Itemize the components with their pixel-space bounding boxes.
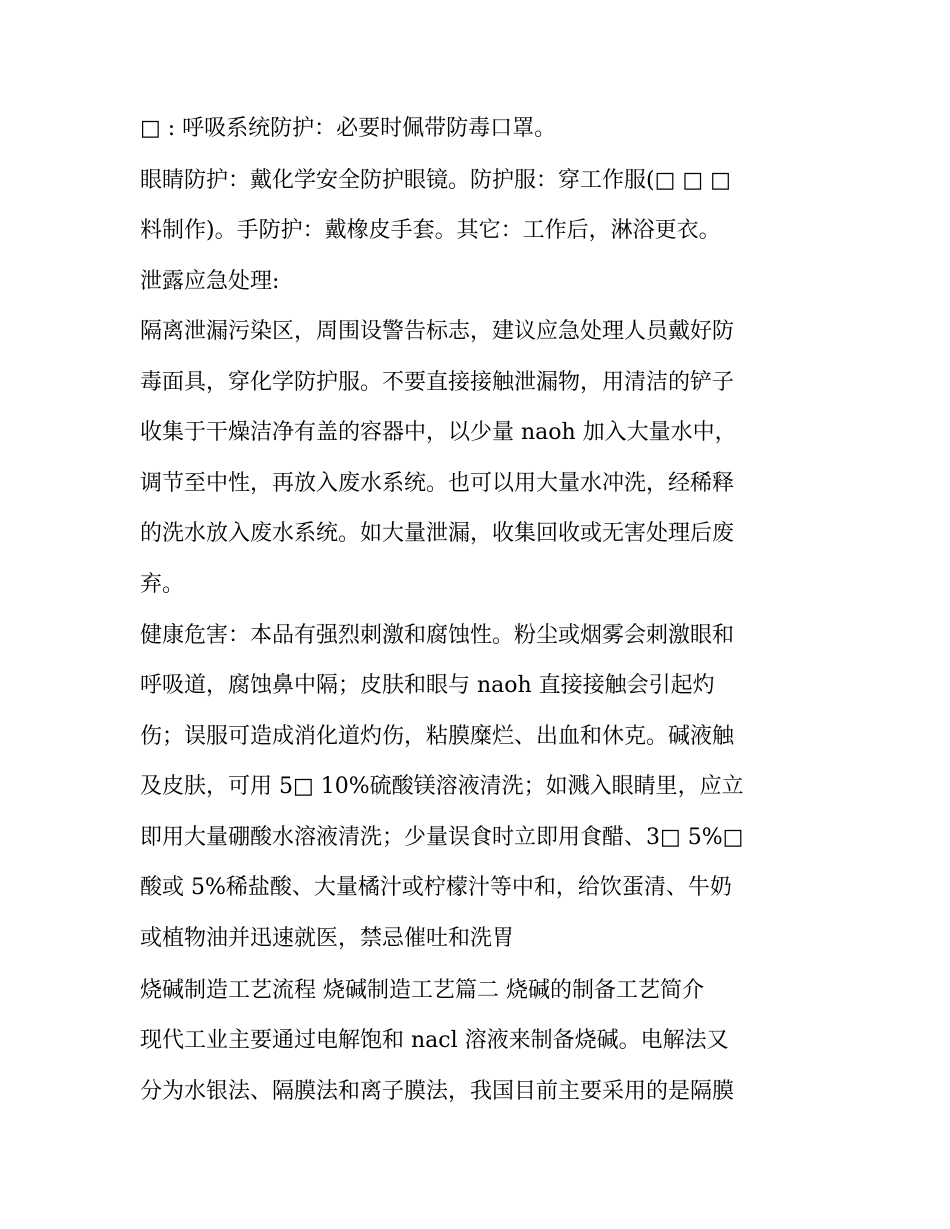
text-line: 健康危害：本品有强烈刺激和腐蚀性。粉尘或烟雾会刺激眼和 [140, 623, 735, 648]
text-line: 隔离泄漏污染区，周围设警告标志，建议应急处理人员戴好防 [140, 319, 735, 344]
text-line: 毒面具，穿化学防护服。不要直接接触泄漏物，用清洁的铲子 [140, 370, 735, 395]
text-line: 酸或 5%稀盐酸、大量橘汁或柠檬汁等中和，给饮蛋清、牛奶 [140, 875, 732, 900]
text-line: 伤；误服可造成消化道灼伤，粘膜糜烂、出血和休克。碱液触 [140, 724, 735, 749]
text-line: 的洗水放入废水系统。如大量泄漏，收集回收或无害处理后废 [140, 521, 735, 546]
text-line: 即用大量硼酸水溶液清洗；少量误食时立即用食醋、3□ 5%□ [140, 825, 744, 850]
text-line: 现代工业主要通过电解饱和 nacl 溶液来制备烧碱。电解法又 [140, 1028, 729, 1053]
text-line: □ : 呼吸系统防护：必要时佩带防毒口罩。 [140, 116, 557, 141]
text-line: 调节至中性，再放入废水系统。也可以用大量水冲洗，经稀释 [140, 471, 735, 496]
text-line: 或植物油并迅速就医，禁忌催吐和洗胃 [140, 926, 515, 951]
text-line: 弃。 [140, 572, 185, 597]
text-line: 呼吸道，腐蚀鼻中隔；皮肤和眼与 naoh 直接接触会引起灼 [140, 673, 715, 698]
text-line: 眼睛防护：戴化学安全防护眼镜。防护服：穿工作服(□ □ □ [140, 168, 731, 193]
text-line: 收集于干燥洁净有盖的容器中，以少量 naoh 加入大量水中， [140, 420, 737, 445]
text-line: 烧碱制造工艺流程 烧碱制造工艺篇二 烧碱的制备工艺简介 [140, 978, 704, 1003]
text-line: 分为水银法、隔膜法和离子膜法，我国目前主要采用的是隔膜 [140, 1079, 735, 1104]
text-line: 泄露应急处理: [140, 269, 280, 294]
text-line: 及皮肤，可用 5□ 10%硫酸镁溶液清洗；如溅入眼睛里，应立 [140, 774, 744, 799]
text-line: 料制作)。手防护：戴橡皮手套。其它：工作后，淋浴更衣。 [140, 218, 721, 243]
